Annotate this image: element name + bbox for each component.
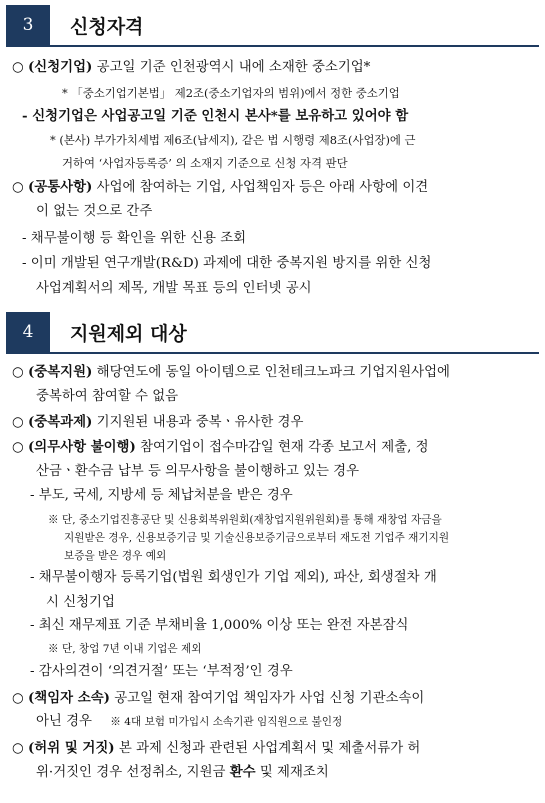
- note-exception-2: 지원받은 경우, 신용보증기금 및 기술신용보증기금으로부터 재도전 기업주 재기지원: [64, 532, 450, 544]
- dash-audit-opinion: - 감사의견이 ‘의견거절’ 또는 ‘부적정’인 경우: [30, 664, 293, 679]
- dash-bankruptcy-1: - 채무불이행자 등록기업(법원 회생인가 기업 제외), 파산, 회생절차 개: [30, 570, 437, 585]
- bullet-affiliation-cont: 아닌 경우 ※ 4대 보험 미가입시 소속기관 임직원으로 불인정: [36, 714, 343, 729]
- note-sme-act: * 「중소기업기본법」 제2조(중소기업자의 범위)에서 정한 중소기업: [62, 86, 400, 100]
- dash-credit-check: - 채무불이행 등 확인을 위한 신용 조회: [22, 231, 247, 246]
- note-insurance: ※ 4대 보험 미가입시 소속기관 임직원으로 불인정: [110, 716, 343, 728]
- section-number: 3: [6, 5, 50, 45]
- bullet-applicant: ○ (신청기업) 공고일 기준 인천광역시 내에 소재한 중소기업*: [12, 59, 371, 75]
- note-exception-3: 보증을 받은 경우 예외: [64, 550, 167, 562]
- section-4-header: [6, 312, 539, 354]
- bullet-common: ○ (공통사항) 사업에 참여하는 기업, 사업책임자 등은 아래 사항에 이견: [12, 179, 429, 195]
- bullet-false-info: ○ (허위 및 거짓) 본 과제 신청과 관련된 사업계획서 및 제출서류가 허: [12, 740, 421, 756]
- dash-bankruptcy-2: 시 신청기업: [46, 595, 115, 610]
- bullet-false-info-cont: 위·거짓인 경우 선정취소, 지원금 환수 및 제재조치: [36, 764, 329, 780]
- bullet-duplicate-support-cont: 중복하여 참여할 수 없음: [36, 389, 179, 404]
- bullet-duplicate-support: ○ (중복지원) 해당연도에 동일 아이템으로 인천테크노파크 기업지원사업에: [12, 364, 450, 380]
- bullet-affiliation: ○ (책임자 소속) 공고일 현재 참여기업 책임자가 사업 신청 기관소속이: [12, 690, 425, 706]
- dash-hq-required: - 신청기업은 사업공고일 기준 인천시 본사*를 보유하고 있어야 함: [22, 108, 409, 124]
- bullet-common-cont: 이 없는 것으로 간주: [36, 204, 153, 219]
- bullet-obligation-cont: 산금ㆍ환수금 납부 등 의무사항을 불이행하고 있는 경우: [36, 464, 360, 479]
- section-3-header: [6, 5, 539, 47]
- note-exception-1: ※ 단, 중소기업진흥공단 및 신용회복위원회(재창업지원위원회)를 통해 재창업 자금을: [48, 514, 442, 526]
- dash-default: - 부도, 국세, 지방세 등 체납처분을 받은 경우: [30, 488, 293, 503]
- note-startup: ※ 단, 창업 7년 이내 기업은 제외: [48, 643, 202, 655]
- section-title: 지원제외 대상: [70, 323, 187, 345]
- dash-rnd-2: 사업계획서의 제목, 개발 목표 등의 인터넷 공시: [36, 281, 312, 296]
- note-hq-2: 거하여 ‘사업자등록증’ 의 소재지 기준으로 신청 자격 판단: [62, 156, 348, 170]
- note-hq-1: * (본사) 부가가치세법 제6조(납세지), 같은 법 시행령 제8조(사업장)에 근: [50, 133, 416, 147]
- bullet-duplicate-task: ○ (중복과제) 기지원된 내용과 중복ㆍ유사한 경우: [12, 414, 304, 430]
- section-number: 4: [6, 312, 50, 352]
- bullet-obligation: ○ (의무사항 불이행) 참여기업이 접수마감일 현재 각종 보고서 제출, 정: [12, 439, 429, 455]
- section-title: 신청자격: [70, 16, 144, 38]
- dash-debt-ratio: - 최신 재무제표 기준 부채비율 1,000% 이상 또는 완전 자본잠식: [30, 618, 409, 633]
- dash-rnd-1: - 이미 개발된 연구개발(R&D) 과제에 대한 중복지원 방지를 위한 신청: [22, 256, 432, 271]
